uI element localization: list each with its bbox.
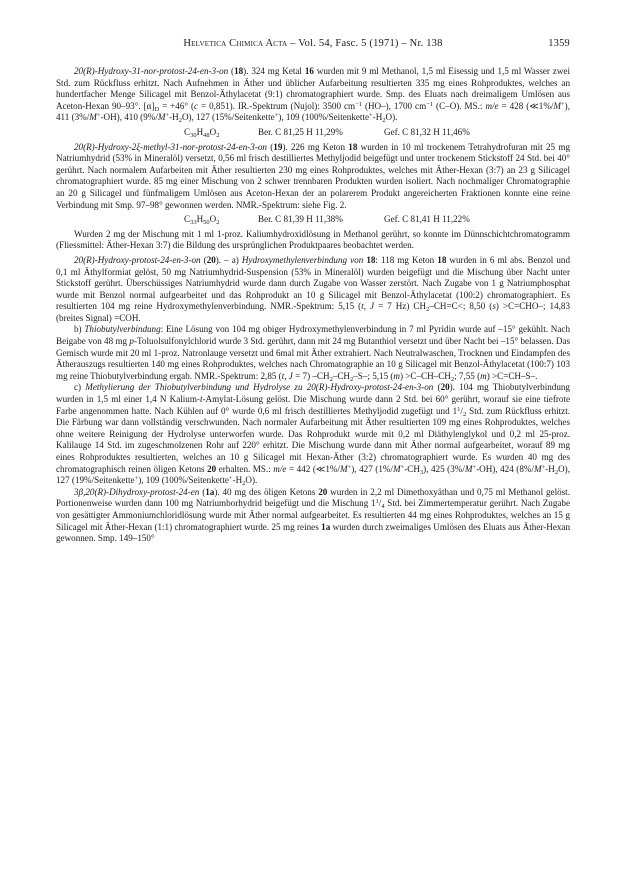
paragraph-compound-18: 20(R)-Hydroxy-31-nor-protost-24-en-3-on (18). 324 mg Ketal 16 wurden mit 9 ml Methanol, 1,5 ml Eisessig und 1,5 ml Wasser zwei Std. zum Rückfluss erhitzt. Nach Aufnehmen in Äther und üblicher Aufarbeitung resultierten 335 mg eines Rohproduktes, welches an hundertfacher Menge Silicagel mit Benzol-Äthylacetat (9:1) chromatographiert wurde. Smp. des Eluats nach dreimaligem Umlösen aus Aceton-Hexan 90–93°. $[\alpha]_D = +46^\circ$ (c = 0,851). IR.-Spektrum (Nujol): 3500 $cm^{-1}$ (HO–), 1700 $cm^{-1}$ (C–O). MS.: m/e = 428 (≪1%/M+), 411 (3%/M+-OH), 410 $(9\%/M^+-H_2O)$, 127 (15%/Seitenkette+), 109 $(100\%/Seitenkette^+-H_2O)$. [56, 66, 570, 125]
page-number: 1359 [548, 38, 570, 49]
calculated-values: Ber. C 81,39 H 11,38% [258, 214, 343, 225]
paragraph-compound-20-a: 20(R)-Hydroxy-protost-24-en-3-on (20). – a) Hydroxymethylenverbindung von 18: 118 mg Keton 18 wurden in 6 ml abs. Benzol und 0,1 ml Äthylformiat gelöst, 50 mg Natriumhydrid-Suspension (53% in Mineralöl) wurden beigefügt und die Mischung über Nacht unter Stickstoff gerührt. Überschüssiges Natriumhydrid wurde dann durch Zugabe von Wasser zerstört. Nach Zugabe von 1 g Natriumphosphat wurde mit Benzol normal aufgearbeitet und das Rohprodukt an 10 g Silicagel mit Benzol-Äthylacetat (100:2) chromatographiert. Es resultierten 104 mg reine Hydroxymethylenverbindung. NMR.-Spektrum: 5,15 (t, J = 7 Hz) $CH_2-CH=C<$; 8,50 (s) >C=CHO–; 14,83 (breites Signal) =COH. [56, 254, 570, 323]
found-values: Gef. C 81,32 H 11,46% [384, 126, 470, 137]
paragraph-mixture-note: Wurden 2 mg der Mischung mit 1 ml 1-proz. Kaliumhydroxidlösung in Methanol gerührt, so konnte im Dünnschichtchromatogramm (Fliessmittel: Äther-Hexan 3:7) die Bildung des ursprünglichen Produktpaares beobachtet werden. [56, 228, 570, 251]
molecular-formula: $C_{33}H_{50}O_2$ [184, 214, 220, 227]
paragraph-compound-19: 20(R)-Hydroxy-2ξ-methyl-31-nor-protost-24-en-3-on (19). 226 mg Keton 18 wurden in 10 ml trockenem Tetrahydrofuran mit 25 mg Natriumhydrid (53% in Mineralöl) versetzt, 0,56 ml frisch destilliertes Methyljodid beigefügt und unter trockenem Stickstoff 24 Std. bei 40° gerührt. Nach normalem Aufarbeiten mit Äther resultierten 230 mg eines Rohproduktes, welches mit Äther-Hexan (3:7) an 23 g Silicagel chromatographiert wurde. 85 mg einer Mischung von 2 schwer trennbaren Produkten wurden isoliert. Nach nochmaliger Chromatographie an 20 g Silicagel und fünfmaligem Umlösen aus Aceton-Hexan der an polarerem Produkt angereicherten Fraktionen konnte eine reine Verbindung mit Smp. 97–98° gewonnen werden. NMR.-Spektrum: siehe Fig. 2. [56, 141, 570, 210]
paragraph-compound-20-b: b) Thiobutylverbindung: Eine Lösung von 104 mg obiger Hydroxymethylenverbindung in 7 ml Pyridin wurde auf –15° gekühlt. Nach Beigabe von 48 mg p-Toluolsulfonylchlorid wurde 3 Std. gerührt, dann mit 24 mg Butanthiol versetzt und über Nacht bei –15° belassen. Das Gemisch wurde mit 20 ml 1-proz. Natronlauge versetzt und 6mal mit Äther extrahiert. Nach Neutralwaschen, Trocknen und Eindampfen des Ätherauszugs resultierten 140 mg eines Rohproduktes, welches nach Chromatographie an 10 g Silicagel mit Benzol-Äthylacetat (100:7) 103 mg reine Thiobutylverbindung ergab. NMR.-Spektrum: 2,85 (t, J = 7) $-CH_2-CH_2-S-$; 5,15 $(m) >C-CH-CH_2$; 7,55 (m) >C=CH–S–. [56, 324, 570, 383]
paragraph-compound-1a: 3β,20(R)-Dihydroxy-protost-24-en (1a). 40 mg des öligen Ketons 20 wurden in 2,2 ml Dimethoxyäthan und 0,75 ml Methanol gelöst. Portionenweise wurden dann 100 mg Natriumborhydrid beigefügt und die Mischung $1^1/_4$ Std. bei Zimmertemperatur gerührt. Nach Zugabe von gesättigter Ammoniumchloridlösung wurde mit Äther normal aufgearbeitet. Es resultierten 44 mg eines Rohproduktes, welches an 15 g Silicagel mit Äther-Hexan (1:1) chromatographiert wurde. 25 mg reines 1a wurden durch zweimaliges Umlösen des Eluats aus Äther-Hexan gewonnen. Smp. 149–150° [56, 486, 570, 544]
found-values: Gef. C 81,41 H 11,22% [384, 214, 470, 225]
issue-info: – Vol. 54, Fasc. 5 (1971) – Nr. 138 [290, 38, 443, 49]
elemental-analysis-18 [56, 127, 570, 139]
paragraph-compound-20-c: c) Methylierung der Thiobutylverbindung und Hydrolyse zu 20(R)-Hydroxy-protost-24-en-3-on (20). 104 mg Thiobutylverbindung wurden in 1,5 ml einer 1,4 N Kalium-t-Amylat-Lösung gelöst. Die Mischung wurde dann 2 Std. bei 60° gerührt, worauf sie eine tiefrote Farbe angenommen hatte. Nach Kühlen auf 0° wurde 0,6 ml frisch destilliertes Methyljodid zugefügt und $1^1/_2$ Std. zum Rückfluss erhitzt. Die Färbung war dann vollständig verschwunden. Nach normaler Aufarbeitung mit Äther resultierten 109 mg eines Rohproduktes, welches ohne weitere Reinigung der Hydrolyse unterworfen wurde. Das Rohprodukt wurde mit 0,2 ml Diäthylenglykol und 0,2 ml 25-proz. Kalilauge 14 Std. im zugeschmolzenen Rohr auf 220° erhitzt. Die Mischung wurde dann mit Äther normal aufgearbeitet, worauf 89 mg eines Rohproduktes resultierten, welches an 10 g Silicagel mit Hexan-Äther (3:2) chromatographiert wurde. Es wurden 40 mg des chromatographisch reinen öligen Ketons 20 erhalten. MS.: m/e = 442 (≪1%/M+), 427 $(1\%/M^+-CH_3)$, 425 (3%/M+-OH), 424 $(8\%/M^+-H_2O)$, 127 (19%/Seitenkette+), 109 $(100\%/Seitenkette^+-H_2O)$. [56, 382, 571, 488]
journal-title: Helvetica Chimica Acta [183, 38, 288, 49]
running-head [56, 38, 570, 54]
molecular-formula: $C_{30}H_{48}O_2$ [184, 126, 220, 139]
elemental-analysis-19 [56, 214, 570, 226]
calculated-values: Ber. C 81,25 H 11,29% [258, 126, 343, 137]
article-body [56, 66, 570, 545]
